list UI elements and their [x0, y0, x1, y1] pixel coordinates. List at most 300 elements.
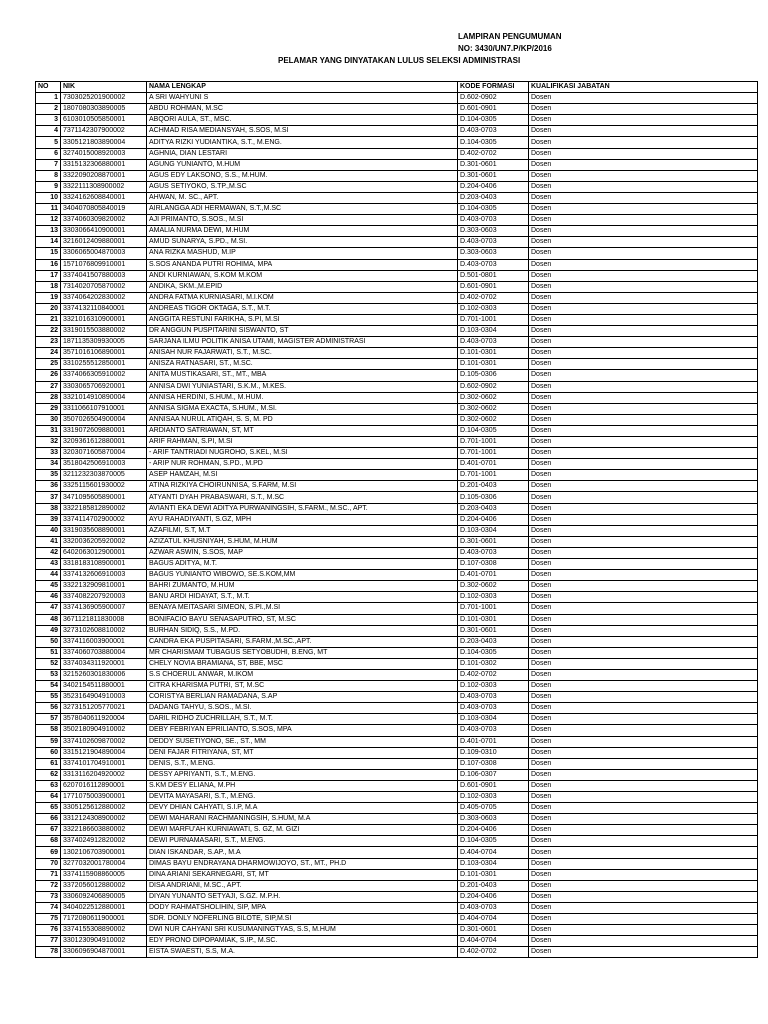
table-row — [36, 570, 758, 581]
table-row — [36, 869, 758, 880]
cell-kode-formasi: D.109-0310 — [458, 747, 529, 758]
cell-kode-formasi: D.301-0601 — [458, 536, 529, 547]
cell-no: 28 — [36, 392, 61, 403]
cell-kualifikasi: Dosen — [529, 614, 758, 625]
cell-kode-formasi: D.302-0602 — [458, 581, 529, 592]
cell-nik: 3374114702900002 — [61, 514, 147, 525]
table-row — [36, 303, 758, 314]
table-row — [36, 292, 758, 303]
cell-kualifikasi: Dosen — [529, 947, 758, 958]
column-header: KUALIFIKASI JABATAN — [529, 82, 758, 93]
cell-no: 76 — [36, 925, 61, 936]
cell-name: CITRA KHARISMA PUTRI, ST, M.SC — [147, 681, 458, 692]
cell-name: BENAYA MEITASARI SIMEON, S.PI.,M.SI — [147, 603, 458, 614]
cell-kualifikasi: Dosen — [529, 503, 758, 514]
cell-name: ANGGITA RESTUNI FARIKHA, S.PI, M.SI — [147, 314, 458, 325]
cell-no: 9 — [36, 181, 61, 192]
cell-kode-formasi: D.203-0403 — [458, 503, 529, 514]
cell-kode-formasi: D.107-0308 — [458, 559, 529, 570]
table-row — [36, 769, 758, 780]
cell-kualifikasi: Dosen — [529, 104, 758, 115]
cell-kode-formasi: D.403-0703 — [458, 692, 529, 703]
cell-kode-formasi: D.107-0308 — [458, 758, 529, 769]
cell-no: 49 — [36, 625, 61, 636]
cell-name: BURHAN SIDIQ, S.S., M.PD. — [147, 625, 458, 636]
cell-kualifikasi: Dosen — [529, 481, 758, 492]
cell-kualifikasi: Dosen — [529, 115, 758, 126]
cell-name: DIMAS BAYU ENDRAYANA DHARMOWIJOYO, ST., MT., PH.D — [147, 858, 458, 869]
cell-nik: 3374024912820002 — [61, 836, 147, 847]
table-row — [36, 692, 758, 703]
cell-no: 26 — [36, 370, 61, 381]
table-row — [36, 947, 758, 958]
cell-kualifikasi: Dosen — [529, 337, 758, 348]
cell-name: DEBY FEBRIYAN EPRILIANTO, S.SOS, MPA — [147, 725, 458, 736]
cell-kualifikasi: Dosen — [529, 403, 758, 414]
cell-nik: 3374101704910001 — [61, 758, 147, 769]
table-row — [36, 725, 758, 736]
cell-name: ADITYA RIZKI YUDIANTIKA, S.T., M.ENG. — [147, 137, 458, 148]
cell-kualifikasi: Dosen — [529, 758, 758, 769]
cell-nik: 3324162608840001 — [61, 192, 147, 203]
cell-no: 58 — [36, 725, 61, 736]
table-row — [36, 337, 758, 348]
cell-kode-formasi: D.402-0702 — [458, 148, 529, 159]
cell-kode-formasi: D.701-1001 — [458, 437, 529, 448]
cell-kualifikasi: Dosen — [529, 581, 758, 592]
cell-no: 56 — [36, 703, 61, 714]
table-row — [36, 736, 758, 747]
cell-nik: 3215260301830006 — [61, 669, 147, 680]
cell-kode-formasi: D.104-0305 — [458, 115, 529, 126]
cell-name: ATINA RIZKIYA CHOIRUNNISA, S.FARM, M.SI — [147, 481, 458, 492]
cell-no: 4 — [36, 126, 61, 137]
cell-nik: 3374115908860005 — [61, 869, 147, 880]
cell-kualifikasi: Dosen — [529, 559, 758, 570]
cell-nik: 3372056012880002 — [61, 880, 147, 891]
cell-kode-formasi: D.201-0403 — [458, 481, 529, 492]
cell-nik: 7303025201900002 — [61, 93, 147, 104]
cell-kualifikasi: Dosen — [529, 570, 758, 581]
cell-kode-formasi: D.602-0902 — [458, 381, 529, 392]
cell-no: 15 — [36, 248, 61, 259]
table-row — [36, 381, 758, 392]
cell-name: - ARIF TANTRIADI NUGROHO, S.KEL, M.SI — [147, 448, 458, 459]
cell-name: ANNISA DWI YUNIASTARI, S.K.M., M.KES. — [147, 381, 458, 392]
cell-nik: 3374066305910002 — [61, 370, 147, 381]
cell-kode-formasi: D.101-0301 — [458, 348, 529, 359]
cell-kode-formasi: D.602-0902 — [458, 93, 529, 104]
cell-kualifikasi: Dosen — [529, 736, 758, 747]
cell-kualifikasi: Dosen — [529, 326, 758, 337]
cell-no: 55 — [36, 692, 61, 703]
cell-kualifikasi: Dosen — [529, 858, 758, 869]
cell-kode-formasi: D.302-0602 — [458, 414, 529, 425]
cell-nik: 3315132306880001 — [61, 159, 147, 170]
cell-kode-formasi: D.403-0703 — [458, 126, 529, 137]
cell-kualifikasi: Dosen — [529, 215, 758, 226]
cell-no: 11 — [36, 204, 61, 215]
cell-name: CANDRA EKA PUSPITASARI, S.FARM.,M.SC.,APT. — [147, 636, 458, 647]
table-row — [36, 270, 758, 281]
cell-name: AZWAR ASWIN, S.SOS, MAP — [147, 547, 458, 558]
cell-nik: 3374132110840001 — [61, 303, 147, 314]
cell-kode-formasi: D.701-1001 — [458, 603, 529, 614]
cell-kualifikasi: Dosen — [529, 470, 758, 481]
table-header-row — [36, 82, 758, 93]
cell-no: 46 — [36, 592, 61, 603]
cell-kode-formasi: D.403-0703 — [458, 703, 529, 714]
cell-kode-formasi: D.204-0406 — [458, 891, 529, 902]
cell-kode-formasi: D.301-0601 — [458, 625, 529, 636]
cell-name: ANITA MUSTIKASARI, ST., MT., MBA — [147, 370, 458, 381]
cell-nik: 3320036205920002 — [61, 536, 147, 547]
cell-kode-formasi: D.204-0406 — [458, 181, 529, 192]
cell-nik: 3305121803890004 — [61, 137, 147, 148]
cell-kualifikasi: Dosen — [529, 625, 758, 636]
table-row — [36, 181, 758, 192]
cell-kualifikasi: Dosen — [529, 281, 758, 292]
cell-kualifikasi: Dosen — [529, 259, 758, 270]
cell-kualifikasi: Dosen — [529, 192, 758, 203]
cell-no: 70 — [36, 858, 61, 869]
cell-nik: 3322090208870001 — [61, 170, 147, 181]
table-row — [36, 503, 758, 514]
table-row — [36, 437, 758, 448]
cell-nik: 3518042506910003 — [61, 459, 147, 470]
cell-name: A SRI WAHYUNI S — [147, 93, 458, 104]
table-row — [36, 914, 758, 925]
cell-no: 66 — [36, 814, 61, 825]
table-row — [36, 814, 758, 825]
cell-name: CORISTYA BERLIAN RAMADANA, S.AP — [147, 692, 458, 703]
cell-kode-formasi: D.403-0703 — [458, 902, 529, 913]
cell-nik: 3578040611920004 — [61, 714, 147, 725]
cell-no: 45 — [36, 581, 61, 592]
table-row — [36, 636, 758, 647]
cell-name: ANNISA SIGMA EXACTA, S.HUM., M.SI. — [147, 403, 458, 414]
cell-no: 17 — [36, 270, 61, 281]
cell-kode-formasi: D.106-0307 — [458, 769, 529, 780]
cell-no: 61 — [36, 758, 61, 769]
table-row — [36, 647, 758, 658]
cell-name: ANA RIZKA MASHUD, M.IP — [147, 248, 458, 259]
cell-name: - ARIP NUR ROHMAN, S.PD., M.PD — [147, 459, 458, 470]
cell-name: AZAFILMI, S.T, M.T — [147, 525, 458, 536]
document-label: LAMPIRAN PENGUMUMAN — [458, 32, 562, 41]
table-row — [36, 514, 758, 525]
cell-no: 2 — [36, 104, 61, 115]
cell-nik: 3312124308900002 — [61, 814, 147, 825]
cell-kode-formasi: D.103-0304 — [458, 714, 529, 725]
cell-name: ASEP HAMZAH, M.SI — [147, 470, 458, 481]
column-header: NAMA LENGKAP — [147, 82, 458, 93]
cell-name: DISA ANDRIANI, M.SC., APT. — [147, 880, 458, 891]
cell-no: 53 — [36, 669, 61, 680]
cell-nik: 1571076809910001 — [61, 259, 147, 270]
cell-kode-formasi: D.102-0303 — [458, 592, 529, 603]
cell-nik: 3523164904910003 — [61, 692, 147, 703]
cell-kode-formasi: D.103-0304 — [458, 525, 529, 536]
cell-no: 37 — [36, 492, 61, 503]
cell-no: 63 — [36, 780, 61, 791]
table-row — [36, 880, 758, 891]
cell-name: DEVY DHIAN CAHYATI, S.I.P, M.A — [147, 803, 458, 814]
table-row — [36, 459, 758, 470]
cell-nik: 3216012409880001 — [61, 237, 147, 248]
cell-kode-formasi: D.301-0601 — [458, 159, 529, 170]
cell-kualifikasi: Dosen — [529, 880, 758, 891]
table-row — [36, 281, 758, 292]
table-row — [36, 115, 758, 126]
cell-kode-formasi: D.701-1001 — [458, 448, 529, 459]
table-row — [36, 847, 758, 858]
cell-kualifikasi: Dosen — [529, 414, 758, 425]
table-row — [36, 370, 758, 381]
cell-no: 30 — [36, 414, 61, 425]
cell-nik: 3274015008920003 — [61, 148, 147, 159]
cell-no: 39 — [36, 514, 61, 525]
cell-kualifikasi: Dosen — [529, 226, 758, 237]
cell-kode-formasi: D.404-0704 — [458, 847, 529, 858]
cell-kode-formasi: D.103-0304 — [458, 326, 529, 337]
cell-name: DINA ARIANI SEKARNEGARI, ST, MT — [147, 869, 458, 880]
cell-no: 47 — [36, 603, 61, 614]
cell-kode-formasi: D.103-0304 — [458, 858, 529, 869]
cell-kualifikasi: Dosen — [529, 703, 758, 714]
cell-no: 64 — [36, 792, 61, 803]
cell-name: BAGUS ADITYA, M.T. — [147, 559, 458, 570]
cell-kualifikasi: Dosen — [529, 437, 758, 448]
cell-kualifikasi: Dosen — [529, 448, 758, 459]
cell-kode-formasi: D.203-0403 — [458, 636, 529, 647]
table-row — [36, 758, 758, 769]
cell-nik: 3203071605870004 — [61, 448, 147, 459]
cell-kode-formasi: D.101-0301 — [458, 359, 529, 370]
cell-nik: 3306065004870003 — [61, 248, 147, 259]
cell-kualifikasi: Dosen — [529, 914, 758, 925]
table-row — [36, 703, 758, 714]
cell-name: ABQORI AULA, ST., MSC. — [147, 115, 458, 126]
cell-name: AVIANTI EKA DEWI ADITYA PURWANINGSIH, S.FARM., M.SC., APT. — [147, 503, 458, 514]
cell-nik: 3322185812890002 — [61, 503, 147, 514]
cell-kode-formasi: D.404-0704 — [458, 914, 529, 925]
cell-name: S.S CHOERUL ANWAR, M.IKOM — [147, 669, 458, 680]
cell-kualifikasi: Dosen — [529, 314, 758, 325]
cell-name: AGUNG YUNIANTO, M.HUM — [147, 159, 458, 170]
table-row — [36, 159, 758, 170]
table-row — [36, 170, 758, 181]
cell-no: 35 — [36, 470, 61, 481]
cell-nik: 3303065706920001 — [61, 381, 147, 392]
cell-kode-formasi: D.102-0303 — [458, 303, 529, 314]
cell-nik: 3273102608810002 — [61, 625, 147, 636]
cell-name: BANU ARDI HIDAYAT, S.T., M.T. — [147, 592, 458, 603]
cell-kode-formasi: D.401-0701 — [458, 459, 529, 470]
cell-kode-formasi: D.303-0603 — [458, 814, 529, 825]
cell-kualifikasi: Dosen — [529, 148, 758, 159]
cell-name: DARIL RIDHO ZUCHRILLAH, S.T., M.T. — [147, 714, 458, 725]
table-row — [36, 792, 758, 803]
table-row — [36, 448, 758, 459]
cell-name: DESSY APRIYANTI, S.T., M.ENG. — [147, 769, 458, 780]
cell-kode-formasi: D.403-0703 — [458, 237, 529, 248]
cell-kualifikasi: Dosen — [529, 647, 758, 658]
cell-kualifikasi: Dosen — [529, 270, 758, 281]
table-row — [36, 326, 758, 337]
column-header: KODE FORMASI — [458, 82, 529, 93]
cell-kualifikasi: Dosen — [529, 636, 758, 647]
cell-name: DEWI MARFU'AH KURNIAWATI, S. GZ, M. GIZI — [147, 825, 458, 836]
table-row — [36, 836, 758, 847]
cell-no: 50 — [36, 636, 61, 647]
cell-no: 24 — [36, 348, 61, 359]
cell-name: AGUS EDY LAKSONO, S.S., M.HUM. — [147, 170, 458, 181]
cell-kualifikasi: Dosen — [529, 891, 758, 902]
table-row — [36, 603, 758, 614]
table-row — [36, 481, 758, 492]
cell-no: 40 — [36, 525, 61, 536]
table-row — [36, 137, 758, 148]
table-row — [36, 714, 758, 725]
cell-kode-formasi: D.104-0305 — [458, 647, 529, 658]
cell-kode-formasi: D.104-0305 — [458, 137, 529, 148]
cell-kualifikasi: Dosen — [529, 425, 758, 436]
cell-no: 43 — [36, 559, 61, 570]
cell-kode-formasi: D.402-0702 — [458, 292, 529, 303]
table-row — [36, 126, 758, 137]
cell-kualifikasi: Dosen — [529, 658, 758, 669]
cell-kode-formasi: D.601-0901 — [458, 281, 529, 292]
cell-no: 3 — [36, 115, 61, 126]
cell-kualifikasi: Dosen — [529, 492, 758, 503]
cell-nik: 3306092406890005 — [61, 891, 147, 902]
cell-name: ANDI KURNIAWAN, S.KOM M.KOM — [147, 270, 458, 281]
cell-kode-formasi: D.104-0305 — [458, 204, 529, 215]
cell-name: DENI FAJAR FITRIYANA, ST, MT — [147, 747, 458, 758]
cell-kode-formasi: D.104-0305 — [458, 836, 529, 847]
cell-kode-formasi: D.302-0602 — [458, 403, 529, 414]
cell-kode-formasi: D.601-0901 — [458, 104, 529, 115]
cell-kualifikasi: Dosen — [529, 525, 758, 536]
cell-name: ARIF RAHMAN, S.PI, M.SI — [147, 437, 458, 448]
cell-kualifikasi: Dosen — [529, 936, 758, 947]
table-row — [36, 681, 758, 692]
cell-nik: 3321016310900001 — [61, 314, 147, 325]
cell-no: 42 — [36, 547, 61, 558]
cell-nik: 1302106703900001 — [61, 847, 147, 858]
cell-kualifikasi: Dosen — [529, 547, 758, 558]
table-row — [36, 248, 758, 259]
cell-no: 1 — [36, 93, 61, 104]
cell-kode-formasi: D.403-0703 — [458, 259, 529, 270]
cell-kode-formasi: D.302-0602 — [458, 392, 529, 403]
cell-no: 60 — [36, 747, 61, 758]
table-row — [36, 237, 758, 248]
table-row — [36, 492, 758, 503]
table-row — [36, 148, 758, 159]
cell-kualifikasi: Dosen — [529, 681, 758, 692]
table-row — [36, 314, 758, 325]
cell-kualifikasi: Dosen — [529, 692, 758, 703]
cell-no: 27 — [36, 381, 61, 392]
cell-kualifikasi: Dosen — [529, 159, 758, 170]
cell-no: 14 — [36, 237, 61, 248]
cell-kualifikasi: Dosen — [529, 381, 758, 392]
table-row — [36, 669, 758, 680]
table-row — [36, 403, 758, 414]
table-row — [36, 592, 758, 603]
cell-nik: 3374060309820002 — [61, 215, 147, 226]
table-row — [36, 891, 758, 902]
cell-nik: 3374102609870002 — [61, 736, 147, 747]
cell-name: ARDIANTO SATRIAWAN, ST, MT — [147, 425, 458, 436]
cell-no: 32 — [36, 437, 61, 448]
cell-nik: 3321014910890004 — [61, 392, 147, 403]
cell-name: BAHRI ZUMANTO, M.HUM — [147, 581, 458, 592]
cell-kode-formasi: D.403-0703 — [458, 547, 529, 558]
cell-no: 21 — [36, 314, 61, 325]
cell-kode-formasi: D.303-0603 — [458, 226, 529, 237]
table-row — [36, 470, 758, 481]
table-row — [36, 392, 758, 403]
cell-name: S.KM DESY ELIANA, M.PH — [147, 780, 458, 791]
cell-nik: 3303066410900001 — [61, 226, 147, 237]
cell-name: ANISAH NUR FAJARWATI, S.T., M.SC. — [147, 348, 458, 359]
cell-nik: 7172080611900001 — [61, 914, 147, 925]
cell-no: 51 — [36, 647, 61, 658]
cell-kualifikasi: Dosen — [529, 181, 758, 192]
table-row — [36, 925, 758, 936]
cell-nik: 3273151205770021 — [61, 703, 147, 714]
cell-nik: 7371142307900002 — [61, 126, 147, 137]
cell-no: 33 — [36, 448, 61, 459]
column-header: NO — [36, 82, 61, 93]
cell-kode-formasi: D.401-0701 — [458, 736, 529, 747]
cell-kualifikasi: Dosen — [529, 792, 758, 803]
cell-name: ACHMAD RISA MEDIANSYAH, S.SOS, M.SI — [147, 126, 458, 137]
table-row — [36, 858, 758, 869]
cell-kode-formasi: D.401-0701 — [458, 570, 529, 581]
cell-kualifikasi: Dosen — [529, 204, 758, 215]
cell-kualifikasi: Dosen — [529, 847, 758, 858]
cell-no: 65 — [36, 803, 61, 814]
cell-kode-formasi: D.303-0603 — [458, 248, 529, 259]
cell-kode-formasi: D.501-0801 — [458, 270, 529, 281]
cell-nik: 6207016112890001 — [61, 780, 147, 791]
table-row — [36, 192, 758, 203]
cell-kualifikasi: Dosen — [529, 747, 758, 758]
cell-name: AMUD SUNARYA, S.PD., M.SI. — [147, 237, 458, 248]
cell-no: 72 — [36, 880, 61, 891]
cell-kualifikasi: Dosen — [529, 836, 758, 847]
cell-kualifikasi: Dosen — [529, 170, 758, 181]
cell-kualifikasi: Dosen — [529, 137, 758, 148]
cell-kualifikasi: Dosen — [529, 592, 758, 603]
cell-kode-formasi: D.204-0406 — [458, 514, 529, 525]
cell-name: ANDRA FATMA KURNIASARI, M.I.KOM — [147, 292, 458, 303]
cell-no: 6 — [36, 148, 61, 159]
cell-no: 8 — [36, 170, 61, 181]
cell-kode-formasi: D.105-0306 — [458, 370, 529, 381]
cell-kode-formasi: D.403-0703 — [458, 725, 529, 736]
applicant-table-body — [36, 82, 758, 958]
cell-nik: 3277032001780004 — [61, 858, 147, 869]
cell-nik: 3319015503880002 — [61, 326, 147, 337]
cell-no: 5 — [36, 137, 61, 148]
cell-kualifikasi: Dosen — [529, 603, 758, 614]
cell-name: BAGUS YUNIANTO WIBOWO, SE.S.KOM,MM — [147, 570, 458, 581]
